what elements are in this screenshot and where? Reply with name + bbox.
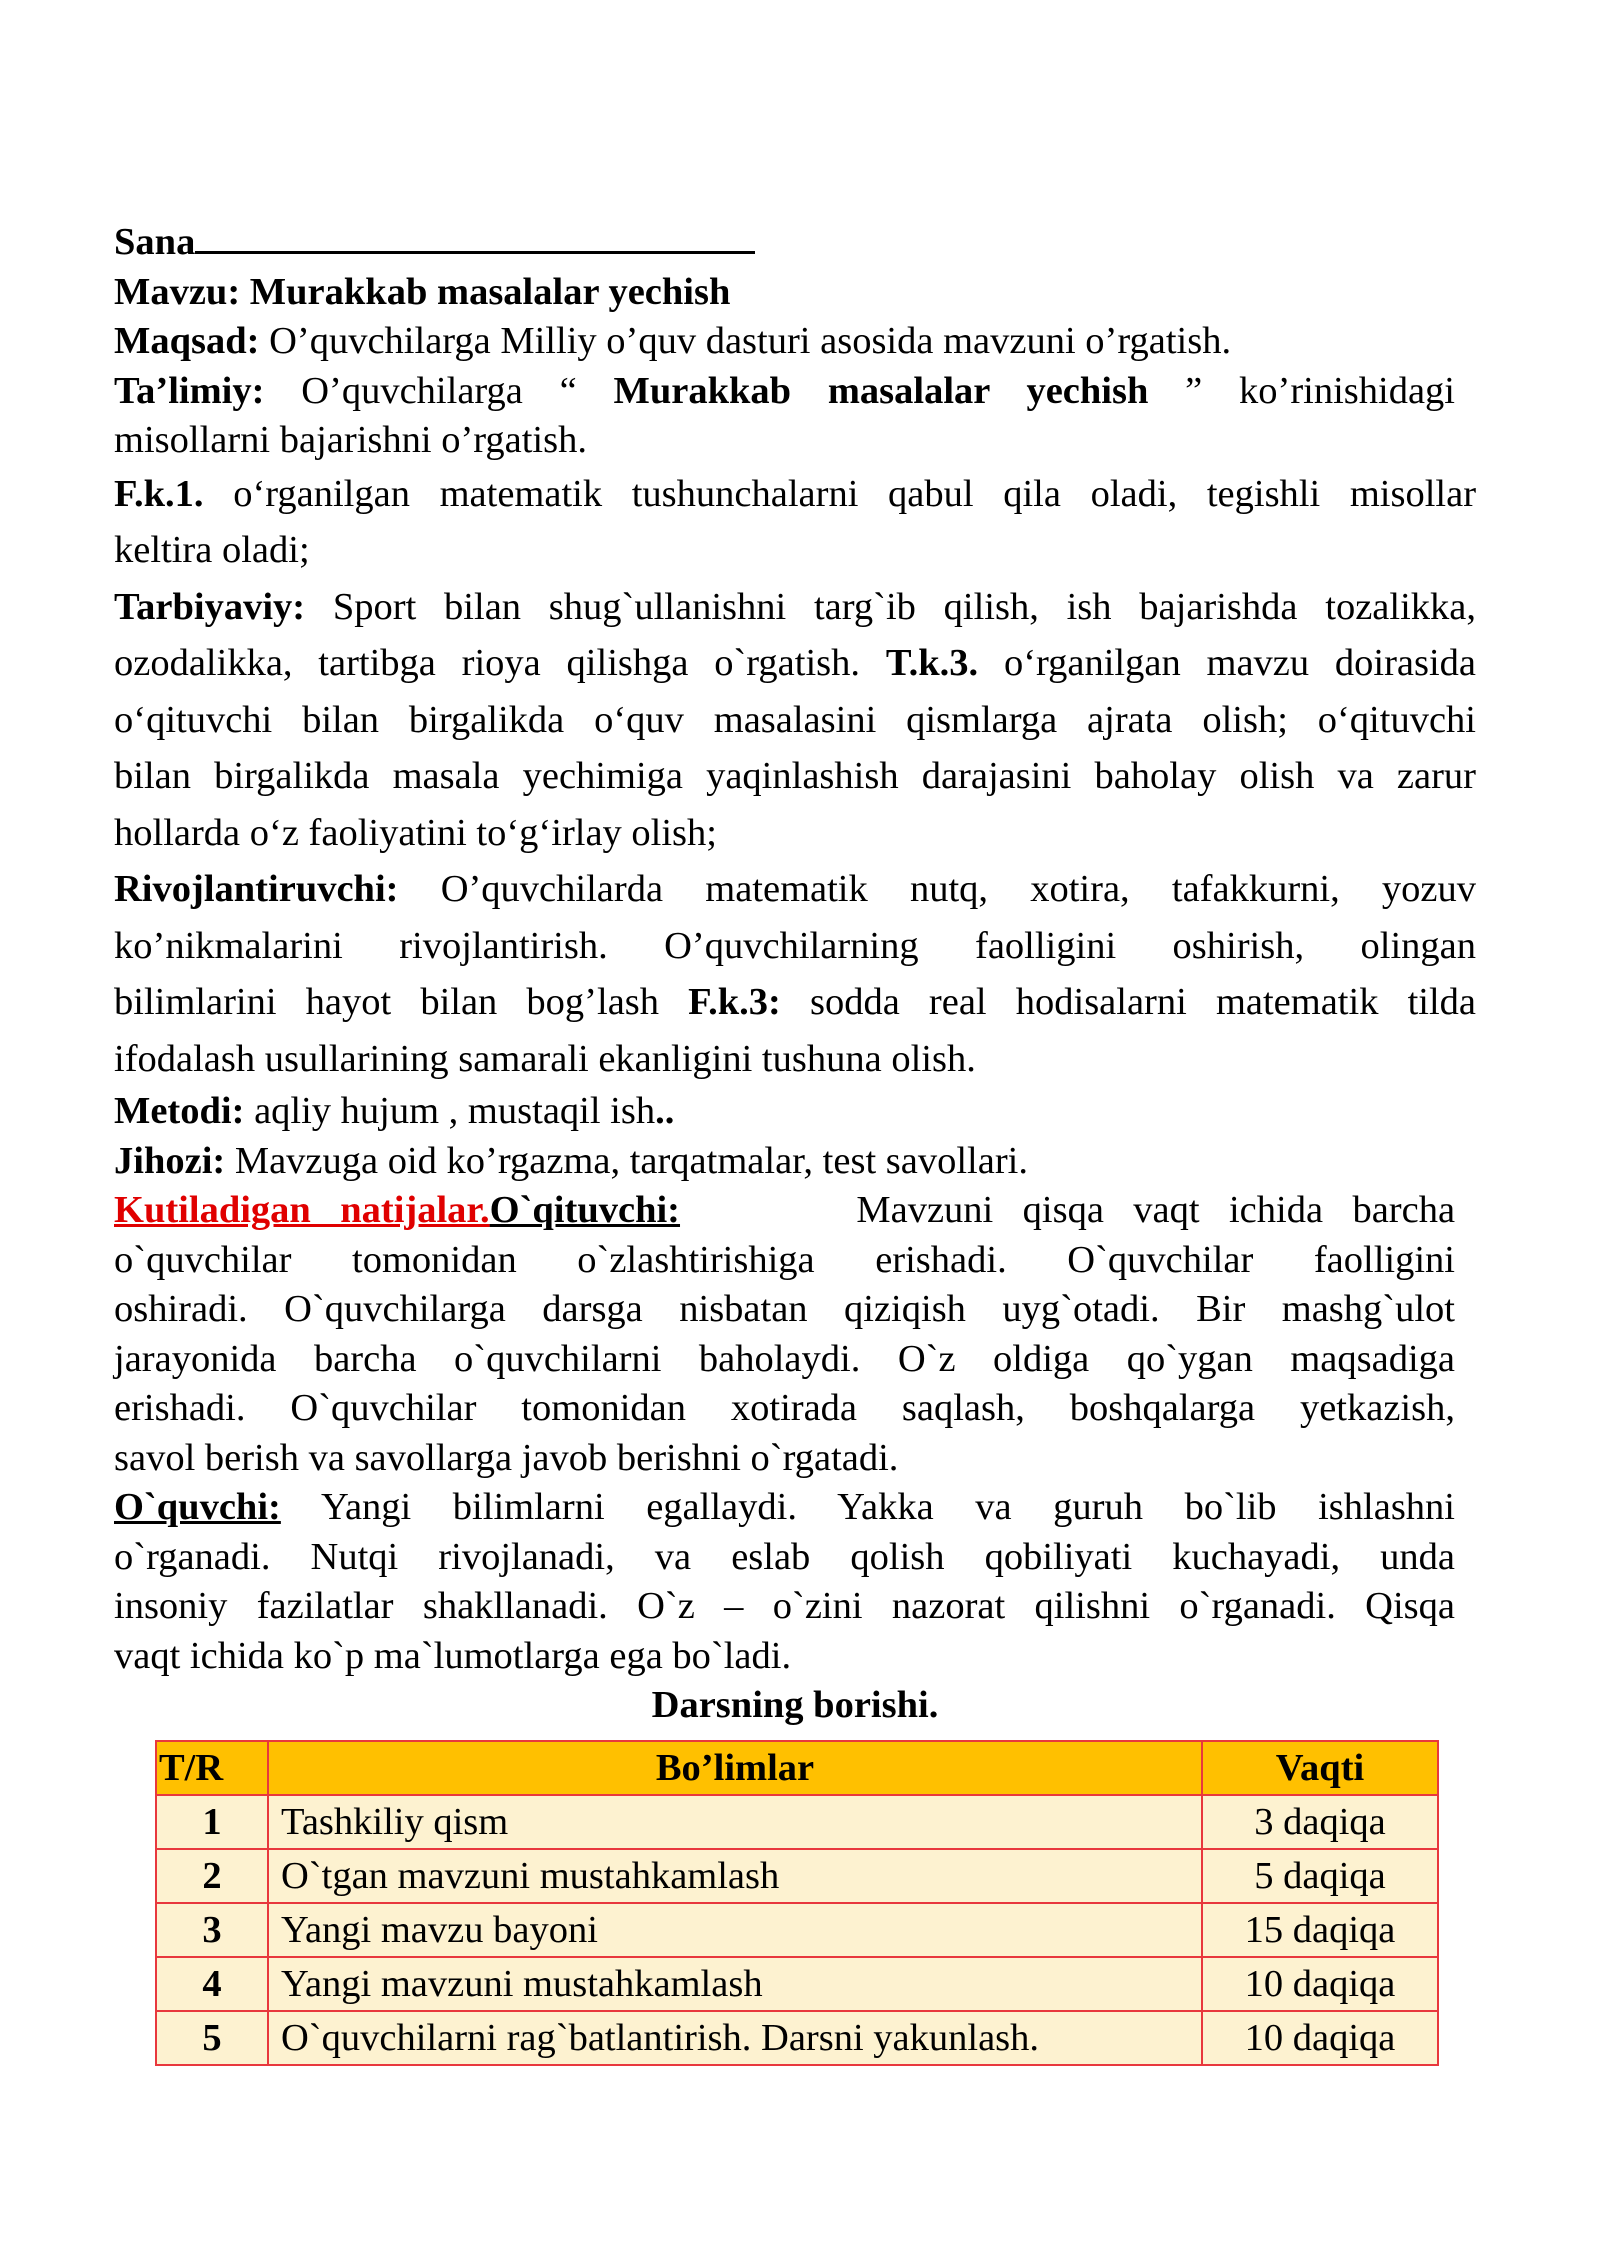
row-number: 3 [156,1903,268,1957]
date-label: Sana [114,221,196,263]
student-text-1: Yangi bilimlarni egallaydi. Yakka va guruh bo`lib ishlashni [321,1486,1455,1528]
lesson-plan-text [114,218,1476,1731]
goal-label: Maqsad: [114,320,260,362]
row-number: 5 [156,2011,268,2065]
teacher-line-6: savol berish va savollarga javob berishni o`rgatadi. [114,1436,899,1479]
row-section: O`tgan mavzuni mustahkamlash [268,1849,1202,1903]
upbringing-text-2b: o‘rganilgan mavzu doirasida [1003,642,1477,684]
row-section: Tashkiliy qism [268,1795,1202,1849]
fk1-label: F.k.1. [114,472,204,515]
fk1-line-1 [114,466,1476,523]
developing-text-3a: bilimlarini hayot bilan bog’lash [114,981,660,1023]
developing-line-3 [114,974,1476,1031]
educational-label: Ta’limiy: [114,369,265,412]
header-tr: T/R [156,1741,268,1795]
educational-line-1 [114,367,1455,417]
row-section: Yangi mavzu bayoni [268,1903,1202,1957]
expected-results-label: Kutiladigan natijalar. [114,1189,490,1231]
methods-label: Metodi: [114,1090,245,1132]
teacher-line-2: o`quvchilar tomonidan o`zlashtirishiga erishadi. O`quvchilar faolligini [114,1238,1455,1281]
methods-tail: .. [655,1090,675,1132]
tk3-label: T.k.3. [885,642,979,684]
methods-text: aqliy hujum , mustaqil ish [244,1090,656,1132]
lesson-flow-table [155,1740,1439,2066]
fk1-text-1: o‘rganilgan matematik tushunchalarni qabul qila oladi, tegishli misollar [233,472,1477,515]
table-row [156,1795,1438,1849]
goal-text: O’quvchilarga Milliy o’quv dasturi asosida mavzuni o’rgatish. [269,320,1232,362]
table-row [156,1957,1438,2011]
upbringing-label: Tarbiyaviy: [114,585,306,628]
upbringing-line-2 [114,635,1476,692]
row-time: 15 daqiqa [1202,1903,1438,1957]
goal-line [114,317,1476,367]
educational-text-b: ” ko’rinishidagi [1185,369,1456,412]
header-time: Vaqti [1202,1741,1438,1795]
row-time: 3 daqiqa [1202,1795,1438,1849]
row-section: O`quvchilarni rag`batlantirish. Darsni yakunlash. [268,2011,1202,2065]
student-line-3: insoniy fazilatlar shakllanadi. O`z – o`zini nazorat qilishni o`rganadi. Qisqa [114,1585,1455,1627]
row-time: 10 daqiqa [1202,1957,1438,2011]
upbringing-line-3: o‘qituvchi bilan birgalikda o‘quv masalasini qismlarga ajrata olish; o‘qituvchi [114,698,1476,741]
row-section: Yangi mavzuni mustahkamlash [268,1957,1202,2011]
header-sections: Bo’limlar [268,1741,1202,1795]
row-time: 5 daqiqa [1202,1849,1438,1903]
equipment-line [114,1137,1476,1187]
lesson-flow-title: Darsning borishi. [651,1684,939,1726]
developing-text-3b: sodda real hodisalarni matematik tilda [809,981,1476,1023]
upbringing-line-4: bilan birgalikda masala yechimiga yaqinlashish darajasini baholay olish va zarur [114,755,1476,797]
equipment-text: Mavzuga oid ko’rgazma, tarqatmalar, test savollari. [234,1139,1028,1182]
upbringing-text-2a: ozodalikka, tartibga rioya qilishga o`rgatish. [114,642,861,684]
upbringing-line-1 [114,579,1476,636]
teacher-line-4: jarayonida barcha o`quvchilarni baholaydi. O`z oldiga qo`ygan maqsadiga [114,1337,1455,1380]
topic-title: Murakkab masalalar yechish [249,270,731,313]
developing-label: Rivojlantiruvchi: [114,868,399,910]
topic-label: Mavzu: [114,270,241,313]
teacher-line-5: erishadi. O`quvchilar tomonidan xotirada saqlash, boshqalarga yetkazish, [114,1387,1455,1429]
student-line-1 [114,1483,1455,1533]
expected-results-line-1 [114,1186,1455,1236]
fk3-label: F.k.3: [688,981,781,1023]
educational-topic: Murakkab masalalar yechish [613,369,1149,412]
table-row [156,1903,1438,1957]
student-line-2: o`rganadi. Nutqi rivojlanadi, va eslab qolish qobiliyati kuchayadi, unda [114,1535,1455,1578]
lesson-flow-heading [114,1681,1476,1731]
educational-text-a: O’quvchilarga [301,369,523,412]
table-row [156,2011,1438,2065]
table-header-row [156,1741,1438,1795]
topic-line [114,268,1476,318]
teacher-text-1: Mavzuni qisqa vaqt ichida barcha [856,1189,1456,1231]
row-number: 2 [156,1849,268,1903]
row-number: 4 [156,1957,268,2011]
student-line-4: vaqt ichida ko`p ma`lumotlarga ega bo`ladi. [114,1634,792,1677]
row-number: 1 [156,1795,268,1849]
upbringing-line-5: hollarda o‘z faoliyatini to‘g‘irlay olish; [114,811,717,854]
student-label: O`quvchi: [114,1486,281,1528]
developing-line-1 [114,861,1476,918]
developing-line-2: ko’nikmalarini rivojlantirish. O’quvchilarning faolligini oshirish, olingan [114,924,1476,967]
date-line [114,218,1476,268]
developing-line-4: ifodalash usullarining samarali ekanligini tushuna olish. [114,1037,976,1080]
row-time: 10 daqiqa [1202,2011,1438,2065]
date-blank [195,221,755,254]
upbringing-text-1: Sport bilan shug`ullanishni targ`ib qilish, ish bajarishda tozalikka, [332,585,1476,628]
educational-line-2: misollarni bajarishni o’rgatish. [114,419,587,461]
table-row [156,1849,1438,1903]
equipment-label: Jihozi: [114,1139,226,1182]
teacher-label: O`qituvchi: [489,1189,681,1231]
quote-open: “ [559,369,577,412]
developing-text-1: O’quvchilarda matematik nutq, xotira, tafakkurni, yozuv [440,868,1477,910]
fk1-line-2: keltira oladi; [114,529,310,571]
teacher-line-3: oshiradi. O`quvchilarga darsga nisbatan qiziqish uyg`otadi. Bir mashg`ulot [114,1288,1455,1330]
methods-line [114,1087,1476,1137]
